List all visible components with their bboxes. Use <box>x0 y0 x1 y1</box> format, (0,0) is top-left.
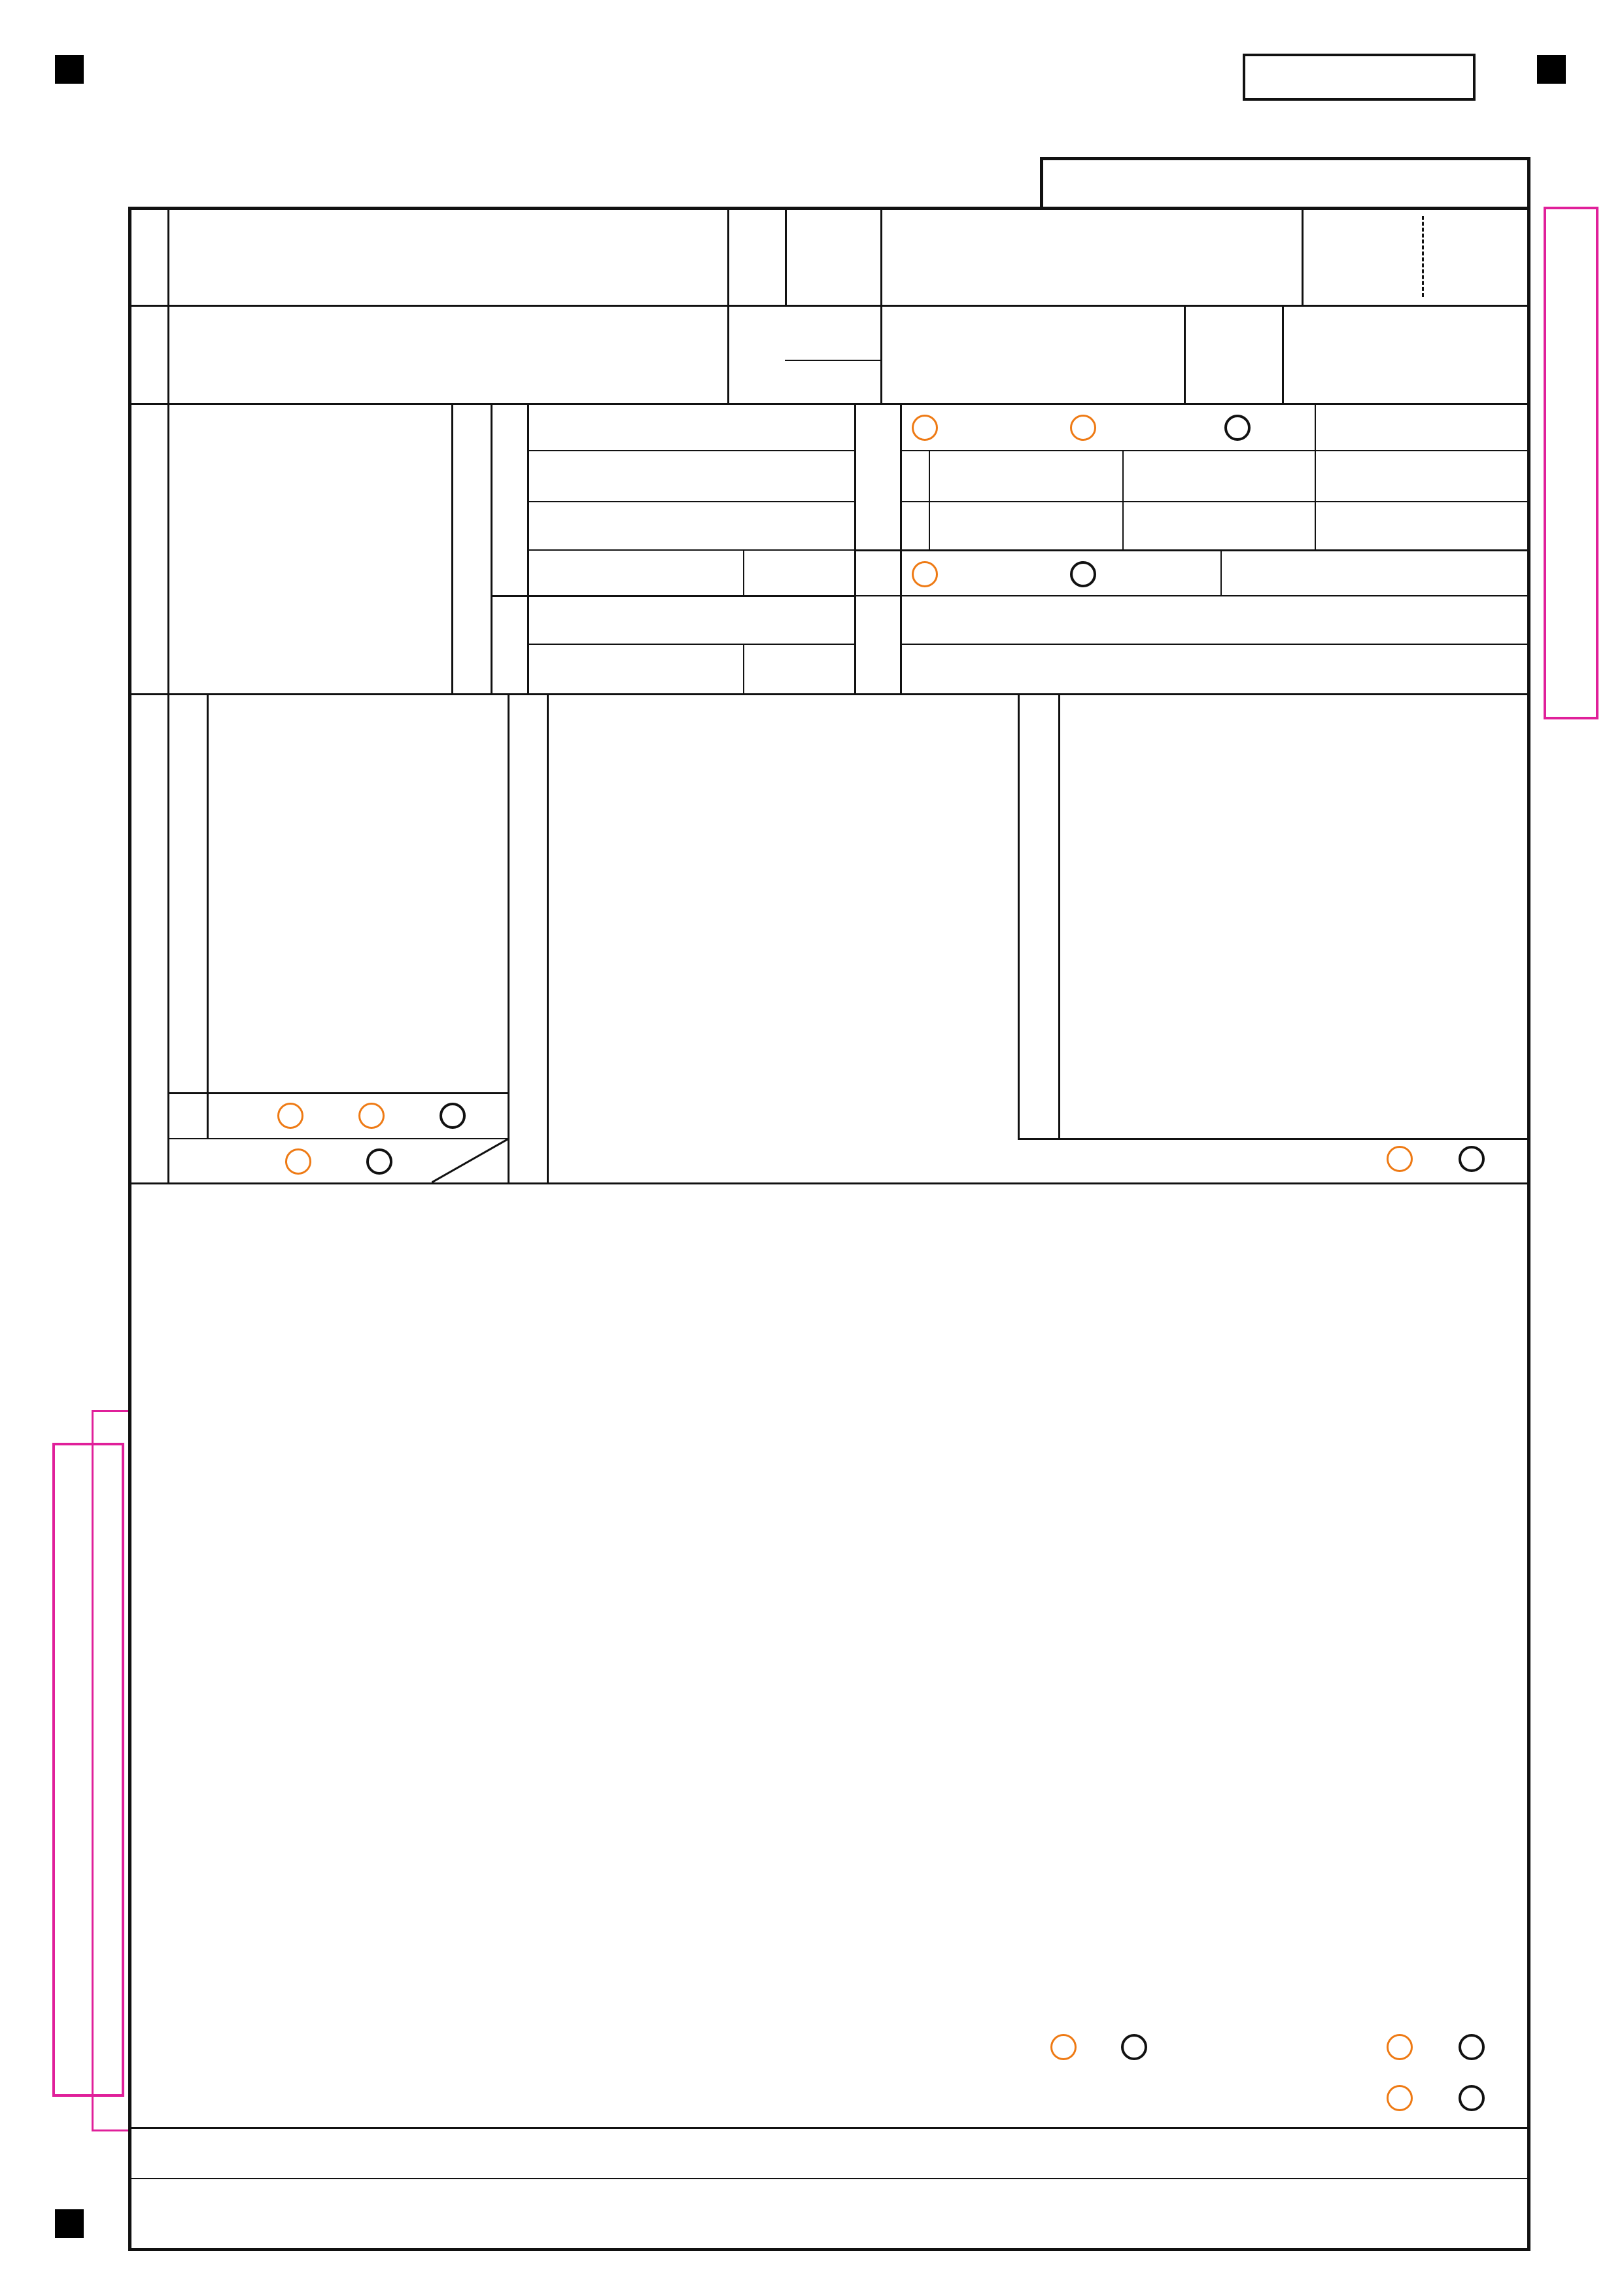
s9-yes[interactable] <box>1387 2085 1418 2111</box>
radio-icon <box>1070 415 1096 441</box>
checked-radio-icon <box>1121 2034 1147 2060</box>
checked-radio-icon <box>1224 415 1251 441</box>
registration-mark-top-left <box>55 55 84 84</box>
wage-ab-option[interactable] <box>440 1103 502 1129</box>
seiri-box <box>1040 157 1530 207</box>
s8-fb-no[interactable] <box>1459 2034 1490 2060</box>
radio-icon <box>912 561 938 587</box>
housing-no-option[interactable] <box>366 1148 398 1175</box>
radio-icon <box>1050 2034 1077 2060</box>
trade4-yes-option[interactable] <box>912 561 943 587</box>
radio-icon <box>277 1103 303 1129</box>
trade4-no-option[interactable] <box>1070 561 1101 587</box>
checked-radio-icon <box>440 1103 466 1129</box>
housing-diagonal <box>432 1139 508 1182</box>
radio-icon <box>1387 2085 1413 2111</box>
arrow-line <box>92 1410 94 2129</box>
trade-none-option[interactable] <box>1224 415 1256 441</box>
s8-fb-yes[interactable] <box>1387 2034 1418 2060</box>
checked-radio-icon <box>1070 561 1096 587</box>
radio-icon <box>1387 1146 1413 1172</box>
housing-yes-option[interactable] <box>285 1148 317 1175</box>
arrow-line-top <box>92 1410 128 1412</box>
radio-icon <box>912 415 938 441</box>
radio-icon <box>285 1148 311 1175</box>
left-unit-note-box <box>52 1443 124 2097</box>
radio-icon <box>1387 2034 1413 2060</box>
s6-yes-option[interactable] <box>1387 1146 1418 1172</box>
registration-mark-top-right <box>1537 55 1566 84</box>
s9-no[interactable] <box>1459 2085 1490 2111</box>
wage-b-option[interactable] <box>358 1103 421 1129</box>
radio-icon <box>358 1103 385 1129</box>
right-warning-box <box>1544 207 1598 719</box>
s8-ib-yes[interactable] <box>1050 2034 1082 2060</box>
trade-import-option[interactable] <box>912 415 943 441</box>
checked-radio-icon <box>1459 2034 1485 2060</box>
checked-radio-icon <box>1459 2085 1485 2111</box>
zeimusho-dash <box>1422 216 1424 297</box>
form-code-box <box>1243 54 1476 101</box>
form-frame <box>128 207 1530 2251</box>
s6-no-option[interactable] <box>1459 1146 1490 1172</box>
checked-radio-icon <box>1459 1146 1485 1172</box>
s8-ib-no[interactable] <box>1121 2034 1152 2060</box>
arrow-line-bottom <box>92 2129 128 2131</box>
trade-export-option[interactable] <box>1070 415 1101 441</box>
wage-a-option[interactable] <box>277 1103 340 1129</box>
registration-mark-bottom-left <box>55 2209 84 2238</box>
checked-radio-icon <box>366 1148 392 1175</box>
